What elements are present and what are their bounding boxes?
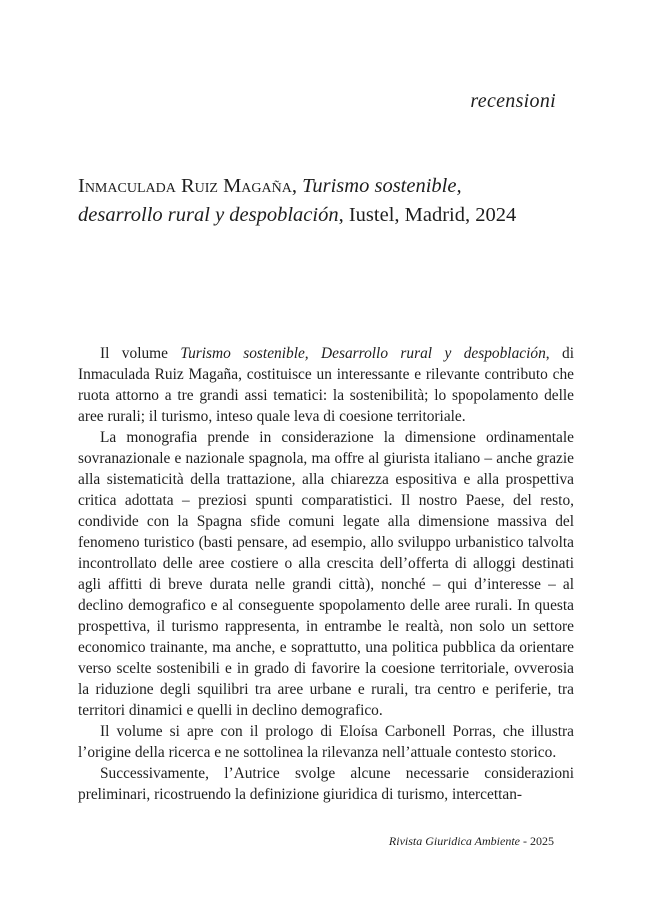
- review-title: [78, 172, 578, 230]
- book-author: Inmaculada Ruiz Magaña: [78, 175, 292, 197]
- review-body: [78, 343, 574, 805]
- book-publisher: , Iustel, Madrid, 2024: [338, 204, 517, 226]
- footer-year: 2025: [530, 834, 554, 848]
- paragraph-1-title: Turismo sostenible, Desarrollo rural y despoblación: [180, 345, 546, 362]
- footer-journal: Rivista Giuridica Ambiente: [388, 834, 520, 848]
- paragraph-1-pre: Il volume: [100, 345, 181, 362]
- paragraph-2: La monografia prende in considerazione la dimensione ordinamentale sovranazionale e nazionale spagnola, ma offre al giurista italiano – anche grazie alla sistematicità della trattazione, alla chiarezza espositiva e alla prospettiva critica adottata – preziosi spunti comparatistici. Il nostro Paese, del resto, condivide con la Spagna sfide comuni legate alla dimensione massiva del fenomeno turistico (basti pensare, ad esempio, allo sviluppo urbanistico talvolta incontrollato delle aree costiere o alla crescita dell’offerta di alloggi destinati agli affitti di breve durata nelle grandi città), nonché – qui d’interesse – al declino demografico e al conseguente spopolamento delle aree rurali. In questa prospettiva, il turismo rappresenta, in entrambe le realtà, non solo un settore economico trainante, ma anche, e soprattutto, una politica pubblica da orientare verso scelte sostenibili e in grado di favorire la coesione territoriale, ovverosia la riduzione degli squilibri tra aree urbane e rurali, tra centro e periferie, tra territori dinamici e quelli in declino demografico.: [78, 429, 574, 719]
- paragraph-3: Il volume si apre con il prologo di Eloísa Carbonell Porras, che illustra l’origine della ricerca e ne sottolinea la rilevanza nell’attuale contesto storico.: [78, 723, 574, 761]
- book-title-line1: Turismo sostenible,: [302, 175, 462, 197]
- book-title-line2: desarrollo rural y despoblación: [78, 204, 339, 226]
- paragraph-1-post: , di Inmaculada Ruiz Magaña, costituisce un interessante e rilevante contributo che ruota attorno a tre grandi assi tematici: la sostenibilità; lo spopolamento delle aree rurali; il turismo, inteso quale leva di coesione territoriale.: [78, 345, 575, 425]
- section-label: recensioni: [470, 90, 556, 112]
- title-separator: ,: [291, 175, 303, 197]
- footer-separator: -: [520, 834, 530, 848]
- running-footer: [389, 834, 554, 849]
- paragraph-4: Successivamente, l’Autrice svolge alcune necessarie considerazioni preliminari, ricostruendo la definizione giuridica di turismo, intercettan-: [78, 765, 574, 803]
- paragraph-1: [78, 343, 574, 427]
